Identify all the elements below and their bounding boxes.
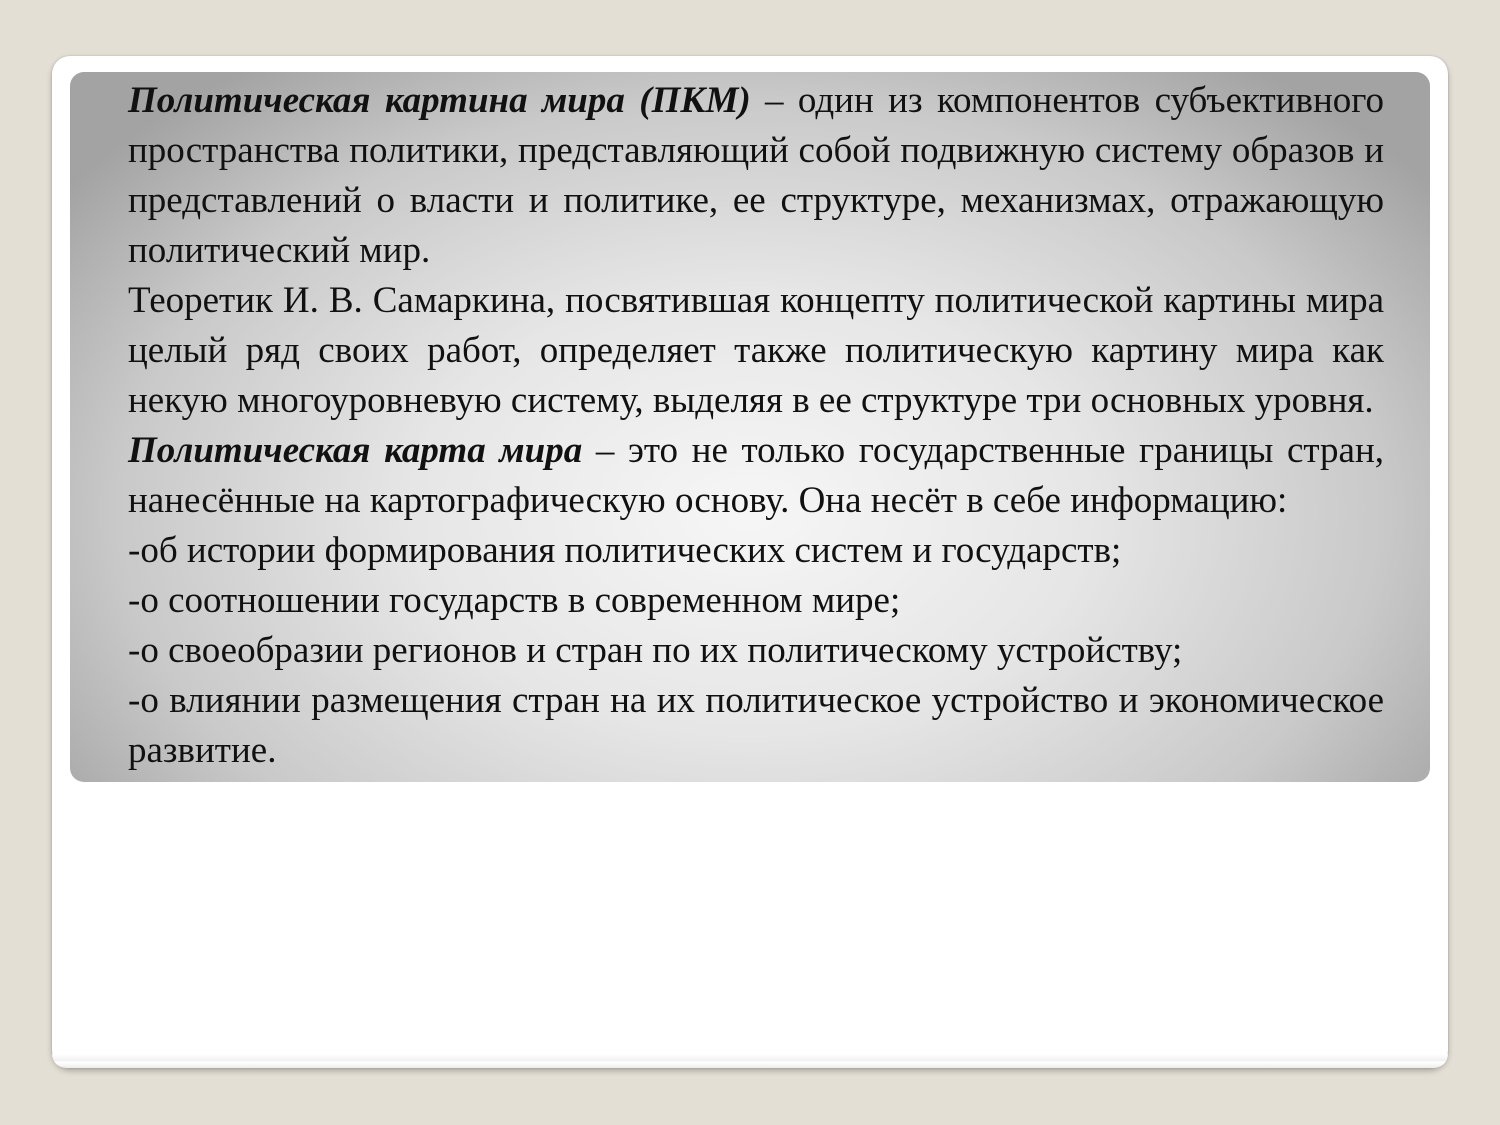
term-political-worldview: Политическая картина мира (ПКМ) (128, 80, 751, 121)
list-item: -о своеобразии регионов и стран по их политическому устройству; (128, 630, 1183, 671)
list-item: -о влиянии размещения стран на их политическое устройство и экономическое развитие. (128, 680, 1384, 771)
paragraph-samarkina (128, 276, 1384, 426)
paragraph-text: – это не только государственные границы стран, нанесённые на картографическую основу. Она несёт в себе информацию: (128, 430, 1385, 521)
paragraph-text: Теоретик И. В. Самаркина, посвятившая концепту политической картины мира целый ряд своих работ, определяет также политическую картину мира как некую многоуровневую систему, выделяя в ее структуре три основных уровня. (128, 280, 1384, 421)
term-political-map: Политическая карта мира (128, 430, 583, 471)
slide-text (128, 76, 1384, 776)
list-item: -о соотношении государств в современном мире; (128, 580, 901, 621)
paragraph-pkm-definition (128, 76, 1384, 276)
paragraph-text: – один из компонентов субъективного пространства политики, представляющий собой подвижную систему образов и представлений о власти и политике, ее структуре, механизмах, отражающую политический мир. (128, 80, 1384, 271)
paragraph-political-map-definition (128, 426, 1384, 526)
list-item: -об истории формирования политических систем и государств; (128, 530, 1122, 571)
